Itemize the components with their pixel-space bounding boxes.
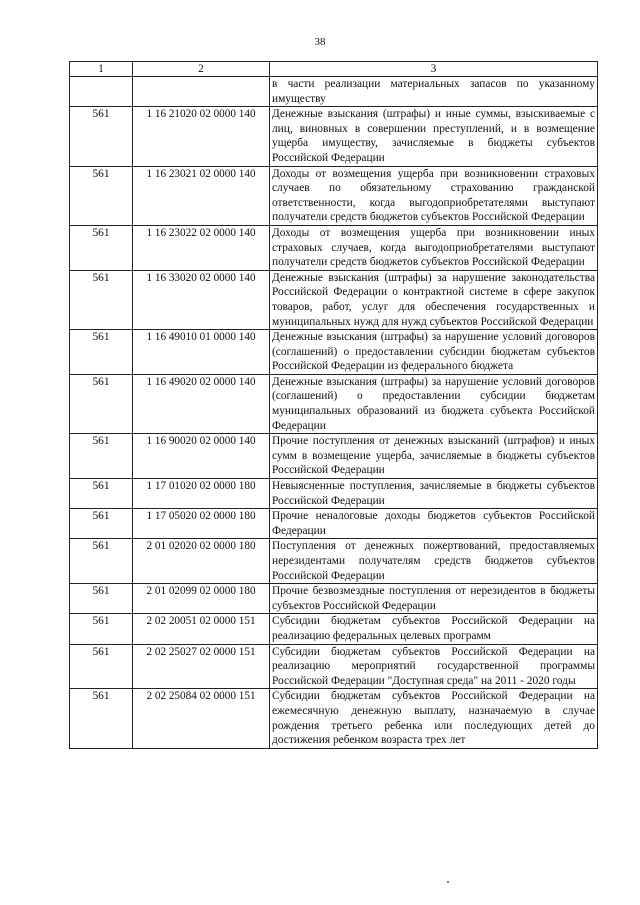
table-row bbox=[70, 509, 598, 539]
description-cell: Прочие поступления от денежных взысканий (штрафов) и иных сумм в возмещение ущерба, зачисляемые в бюджеты субъектов Российской Федерации bbox=[270, 434, 598, 479]
table-row bbox=[70, 374, 598, 433]
code-cell: 2 01 02020 02 0000 180 bbox=[133, 539, 270, 584]
admin-cell: 561 bbox=[70, 539, 133, 584]
code-cell: 1 16 23022 02 0000 140 bbox=[133, 225, 270, 270]
description-cell: Денежные взыскания (штрафы) и иные суммы, взыскиваемые с лиц, виновных в совершении преступлений, и в возмещение ущерба имуществу, зачисляемые в бюджеты субъектов Российской Федерации bbox=[270, 107, 598, 166]
page-number: 38 bbox=[314, 36, 326, 48]
admin-cell: 561 bbox=[70, 374, 133, 433]
admin-cell: 561 bbox=[70, 270, 133, 329]
code-cell: 1 16 49010 01 0000 140 bbox=[133, 330, 270, 375]
admin-cell: 561 bbox=[70, 644, 133, 689]
table-row bbox=[70, 614, 598, 644]
code-cell: 2 02 25084 02 0000 151 bbox=[133, 689, 270, 748]
description-cell: Доходы от возмещения ущерба при возникновении страховых случаев по обязательному страхованию гражданской ответственности, когда выгодоприобретателями выступают получатели средств бюджетов субъектов Российской Федерации bbox=[270, 166, 598, 225]
admin-cell: 561 bbox=[70, 330, 133, 375]
admin-cell: 561 bbox=[70, 225, 133, 270]
admin-cell: 561 bbox=[70, 614, 133, 644]
description-cell: Поступления от денежных пожертвований, предоставляемых нерезидентами получателям средств бюджетов субъектов Российской Федерации bbox=[270, 539, 598, 584]
description-cell: Прочие неналоговые доходы бюджетов субъектов Российской Федерации bbox=[270, 509, 598, 539]
table-row bbox=[70, 584, 598, 614]
table-row bbox=[70, 689, 598, 748]
admin-cell: 561 bbox=[70, 479, 133, 509]
description-cell: Доходы от возмещения ущерба при возникновении иных страховых случаев, когда выгодоприобретателями выступают получатели средств бюджетов субъектов Российской Федерации bbox=[270, 225, 598, 270]
admin-cell: 561 bbox=[70, 509, 133, 539]
code-cell: 2 02 20051 02 0000 151 bbox=[133, 614, 270, 644]
code-cell: 2 01 02099 02 0000 180 bbox=[133, 584, 270, 614]
table-row bbox=[70, 166, 598, 225]
table-row bbox=[70, 479, 598, 509]
scan-speck bbox=[447, 881, 449, 883]
code-cell: 1 16 21020 02 0000 140 bbox=[133, 107, 270, 166]
admin-cell: 561 bbox=[70, 689, 133, 748]
code-cell: 1 16 90020 02 0000 140 bbox=[133, 434, 270, 479]
column-header-1: 1 bbox=[70, 62, 133, 77]
description-cell: Субсидии бюджетам субъектов Российской Федерации на реализацию мероприятий государственной программы Российской Федерации "Доступная среда" на 2011 - 2020 годы bbox=[270, 644, 598, 689]
admin-cell: 561 bbox=[70, 166, 133, 225]
table-row bbox=[70, 107, 598, 166]
table-row bbox=[70, 225, 598, 270]
column-header-3: 3 bbox=[270, 62, 598, 77]
description-cell: Невыясненные поступления, зачисляемые в бюджеты субъектов Российской Федерации bbox=[270, 479, 598, 509]
table-row bbox=[70, 270, 598, 329]
code-cell: 1 17 01020 02 0000 180 bbox=[133, 479, 270, 509]
code-cell bbox=[133, 77, 270, 107]
admin-cell bbox=[70, 77, 133, 107]
continuation-text: в части реализации материальных запасов по указанному имуществу bbox=[270, 77, 598, 107]
revenue-codes-table bbox=[69, 61, 598, 749]
continuation-row bbox=[70, 77, 598, 107]
code-cell: 1 16 49020 02 0000 140 bbox=[133, 374, 270, 433]
admin-cell: 561 bbox=[70, 434, 133, 479]
description-cell: Денежные взыскания (штрафы) за нарушение условий договоров (соглашений) о предоставлении субсидии бюджетам субъектов Российской Федерации из федерального бюджета bbox=[270, 330, 598, 375]
table-row bbox=[70, 330, 598, 375]
description-cell: Денежные взыскания (штрафы) за нарушение законодательства Российской Федерации о контрактной системе в сфере закупок товаров, работ, услуг для обеспечения государственных и муниципальных нужд для нужд субъектов Российской Федерации bbox=[270, 270, 598, 329]
table-row bbox=[70, 434, 598, 479]
description-cell: Денежные взыскания (штрафы) за нарушение условий договоров (соглашений) о предоставлении субсидии бюджетам муниципальных образований из бюджета субъекта Российской Федерации bbox=[270, 374, 598, 433]
code-cell: 1 17 05020 02 0000 180 bbox=[133, 509, 270, 539]
code-cell: 1 16 33020 02 0000 140 bbox=[133, 270, 270, 329]
table-header-row bbox=[70, 62, 598, 77]
admin-cell: 561 bbox=[70, 584, 133, 614]
description-cell: Субсидии бюджетам субъектов Российской Федерации на реализацию федеральных целевых программ bbox=[270, 614, 598, 644]
description-cell: Прочие безвозмездные поступления от нерезидентов в бюджеты субъектов Российской Федерации bbox=[270, 584, 598, 614]
description-cell: Субсидии бюджетам субъектов Российской Федерации на ежемесячную денежную выплату, назначаемую в случае рождения третьего ребенка или последующих детей до достижения ребенком возраста трех лет bbox=[270, 689, 598, 748]
code-cell: 1 16 23021 02 0000 140 bbox=[133, 166, 270, 225]
table-row bbox=[70, 539, 598, 584]
column-header-2: 2 bbox=[133, 62, 270, 77]
admin-cell: 561 bbox=[70, 107, 133, 166]
code-cell: 2 02 25027 02 0000 151 bbox=[133, 644, 270, 689]
table-row bbox=[70, 644, 598, 689]
